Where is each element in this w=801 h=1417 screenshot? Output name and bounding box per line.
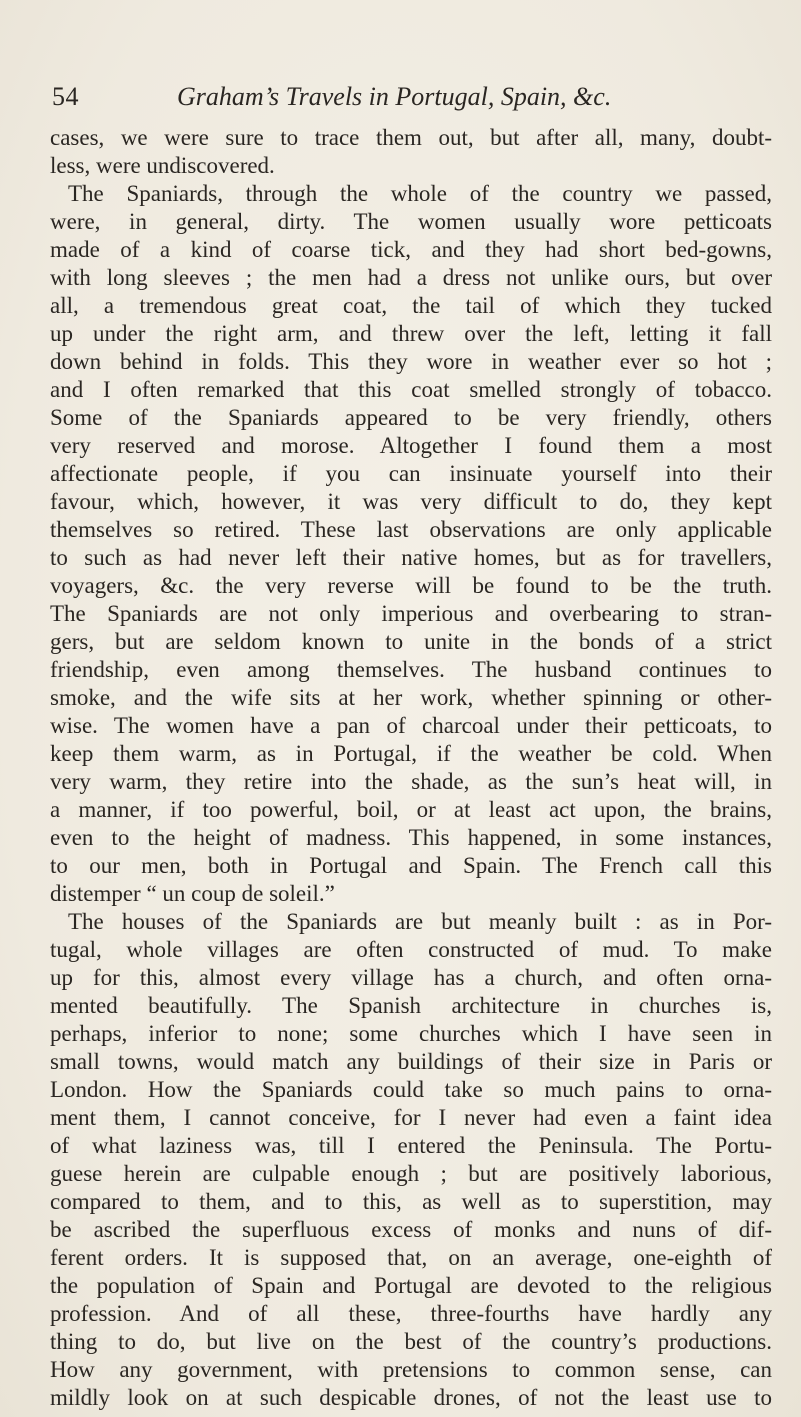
text-line: mented beautifully. The Spanish architecture in churches is, (50, 993, 772, 1018)
text-line: The houses of the Spaniards are but meanly built : as in Por- (68, 909, 772, 934)
text-line: compared to them, and to this, as well as to superstition, may (50, 1189, 772, 1214)
text-line: The Spaniards, through the whole of the country we passed, (68, 181, 772, 206)
text-line: even to the height of madness. This happened, in some instances, (50, 825, 772, 850)
text-line: a manner, if too powerful, boil, or at least act upon, the brains, (50, 797, 772, 822)
text-line: voyagers, &c. the very reverse will be found to be the truth. (50, 573, 772, 598)
text-line: down behind in folds. This they wore in weather ever so hot ; (50, 349, 772, 374)
text-line: perhaps, inferior to none; some churches which I have seen in (50, 1021, 772, 1046)
text-line: Some of the Spaniards appeared to be very friendly, others (50, 405, 772, 430)
text-line: be ascribed the superfluous excess of monks and nuns of dif- (50, 1217, 772, 1242)
text-line: mildly look on at such despicable drones, of not the least use to (50, 1385, 772, 1410)
text-line: profession. And of all these, three-fourths have hardly any (50, 1301, 772, 1326)
text-line: with long sleeves ; the men had a dress not unlike ours, but over (50, 265, 772, 290)
text-line: How any government, with pretensions to common sense, can (50, 1357, 772, 1382)
text-line: ferent orders. It is supposed that, on an average, one-eighth of (50, 1245, 772, 1270)
text-line: keep them warm, as in Portugal, if the weather be cold. When (50, 741, 772, 766)
text-line: distemper “ un coup de soleil.” (50, 881, 335, 906)
text-line: up for this, almost every village has a church, and often orna- (50, 965, 772, 990)
text-line: and I often remarked that this coat smelled strongly of tobacco. (50, 377, 772, 402)
text-line: made of a kind of coarse tick, and they had short bed-gowns, (50, 237, 772, 262)
text-line: to such as had never left their native homes, but as for travellers, (50, 545, 772, 570)
body-text (50, 124, 772, 1412)
text-line: smoke, and the wife sits at her work, whether spinning or other- (50, 685, 772, 710)
text-line: cases, we were sure to trace them out, but after all, many, doubt- (50, 125, 772, 150)
running-title: Graham’s Travels in Portugal, Spain, &c. (177, 82, 612, 111)
text-line: London. How the Spaniards could take so much pains to orna- (50, 1077, 772, 1102)
running-head (52, 82, 772, 118)
text-line: favour, which, however, it was very difficult to do, they kept (50, 489, 772, 514)
text-line: were, in general, dirty. The women usually wore petticoats (50, 209, 772, 234)
text-line: of what laziness was, till I entered the Peninsula. The Portu- (50, 1133, 772, 1158)
text-line: gers, but are seldom known to unite in the bonds of a strict (50, 629, 772, 654)
text-line: to our men, both in Portugal and Spain. The French call this (50, 853, 772, 878)
text-line: guese herein are culpable enough ; but are positively laborious, (50, 1161, 772, 1186)
text-line: up under the right arm, and threw over the left, letting it fall (50, 321, 772, 346)
text-line: wise. The women have a pan of charcoal under their petticoats, to (50, 713, 772, 738)
text-line: affectionate people, if you can insinuate yourself into their (50, 461, 772, 486)
text-line: very reserved and morose. Altogether I found them a most (50, 433, 772, 458)
text-line: the population of Spain and Portugal are devoted to the religious (50, 1273, 772, 1298)
text-line: tugal, whole villages are often constructed of mud. To make (50, 937, 772, 962)
text-line: thing to do, but live on the best of the country’s productions. (50, 1329, 772, 1354)
text-line: friendship, even among themselves. The husband continues to (50, 657, 772, 682)
page-number: 54 (52, 82, 79, 111)
text-line: less, were undiscovered. (50, 153, 275, 178)
text-line: small towns, would match any buildings of their size in Paris or (50, 1049, 772, 1074)
text-line: ment them, I cannot conceive, for I never had even a faint idea (50, 1105, 772, 1130)
text-line: themselves so retired. These last observations are only applicable (50, 517, 772, 542)
text-line: all, a tremendous great coat, the tail of which they tucked (50, 293, 772, 318)
text-line: The Spaniards are not only imperious and overbearing to stran- (50, 601, 772, 626)
text-line: very warm, they retire into the shade, as the sun’s heat will, in (50, 769, 772, 794)
